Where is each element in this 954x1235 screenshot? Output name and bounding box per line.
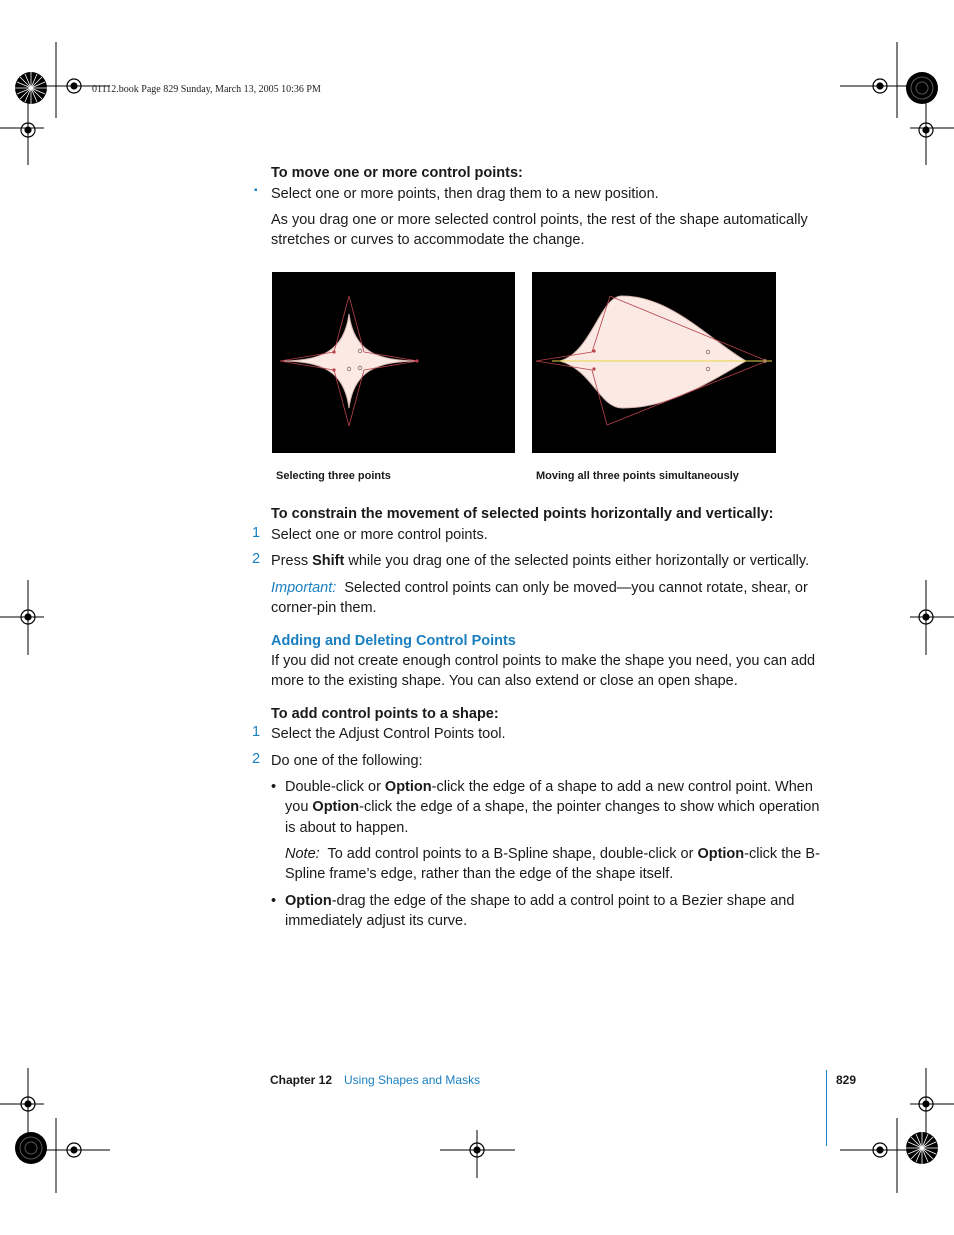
constrain-heading: To constrain the movement of selected points horizontally and vertically: bbox=[271, 506, 774, 522]
note-label: Note: bbox=[285, 846, 320, 862]
add-delete-paragraph-line-1: If you did not create enough control points to make the shape you need, you can add bbox=[271, 653, 816, 669]
step-number: 2 bbox=[252, 751, 261, 767]
add-delete-paragraph-line-2: more to the existing shape. You can also extend or close an open shape. bbox=[271, 673, 738, 689]
key-name: Option bbox=[285, 893, 332, 909]
step-number: 1 bbox=[252, 724, 261, 740]
add-points-heading: To add control points to a shape: bbox=[271, 706, 499, 722]
important-note-line-2: corner-pin them. bbox=[271, 600, 377, 616]
footer-chapter: Chapter 12 bbox=[270, 1073, 333, 1087]
note-line-1 bbox=[285, 844, 820, 864]
text: -drag the edge of the shape to add a control point to a Bezier shape and bbox=[331, 893, 795, 909]
text: -click the edge of a shape to add a new control point. When bbox=[431, 779, 813, 795]
figure-selecting-points bbox=[272, 272, 515, 453]
text: Double-click or bbox=[285, 779, 385, 795]
constrain-step-1: Select one or more control points. bbox=[271, 527, 488, 543]
key-name: Option bbox=[312, 799, 360, 815]
note-line-2: Spline frame’s edge, rather than the edge of the shape itself. bbox=[285, 866, 674, 882]
constrain-step-2 bbox=[271, 551, 809, 571]
footer-chapter-title[interactable]: Using Shapes and Masks bbox=[344, 1073, 481, 1087]
starburst-target-icon bbox=[906, 72, 938, 104]
key-name: Option bbox=[697, 846, 745, 862]
bullet-1-line-3: is about to happen. bbox=[285, 820, 409, 836]
add-step-2: Do one of the following: bbox=[271, 753, 423, 769]
bullet-dot: • bbox=[271, 893, 277, 909]
key-name: Shift bbox=[312, 553, 345, 569]
text: -click the edge of a shape, the pointer changes to show which operation bbox=[359, 799, 820, 815]
important-label: Important: bbox=[271, 580, 337, 596]
text: you bbox=[285, 799, 313, 815]
starburst-target-icon bbox=[15, 72, 47, 104]
step-number: 1 bbox=[252, 525, 261, 541]
text: -click the B- bbox=[744, 846, 820, 862]
move-paragraph-line-2: stretches or curves to accommodate the change. bbox=[271, 232, 585, 248]
important-note-line-1 bbox=[271, 578, 808, 598]
page-number: 829 bbox=[836, 1073, 857, 1087]
step-text: while you drag one of the selected points either horizontally or vertically. bbox=[344, 553, 810, 569]
teardrop-shape bbox=[532, 272, 776, 453]
caption-left: Selecting three points bbox=[276, 470, 391, 482]
text: To add control points to a B-Spline shape, double-click or bbox=[319, 846, 698, 862]
bullet-2-line-1 bbox=[285, 891, 794, 911]
move-points-heading: To move one or more control points: bbox=[271, 165, 523, 181]
bullet-1-line-2 bbox=[285, 797, 819, 817]
caption-right: Moving all three points simultaneously bbox=[536, 470, 739, 482]
add-step-1: Select the Adjust Control Points tool. bbox=[271, 726, 506, 742]
print-slug: 01112.book Page 829 Sunday, March 13, 2005 10:36 PM bbox=[92, 84, 321, 95]
figure-moving-points bbox=[532, 272, 776, 453]
starburst-target-icon bbox=[906, 1132, 938, 1164]
important-text: Selected control points can only be moved—you cannot rotate, shear, or bbox=[336, 580, 808, 596]
move-bullet-text: Select one or more points, then drag them to a new position. bbox=[271, 186, 659, 202]
four-point-star-shape bbox=[272, 272, 515, 453]
step-number: 2 bbox=[252, 551, 261, 567]
starburst-target-icon bbox=[15, 1132, 47, 1164]
key-name: Option bbox=[384, 779, 432, 795]
footer-rule bbox=[826, 1070, 827, 1146]
bullet-square-icon: ▪ bbox=[254, 185, 258, 196]
bullet-dot: • bbox=[271, 779, 277, 795]
move-paragraph-line-1: As you drag one or more selected control points, the rest of the shape automatically bbox=[271, 212, 808, 228]
step-text: Press bbox=[271, 553, 313, 569]
bullet-2-line-2: immediately adjust its curve. bbox=[285, 913, 468, 929]
bullet-1-line-1 bbox=[285, 777, 813, 797]
section-heading: Adding and Deleting Control Points bbox=[271, 633, 516, 649]
